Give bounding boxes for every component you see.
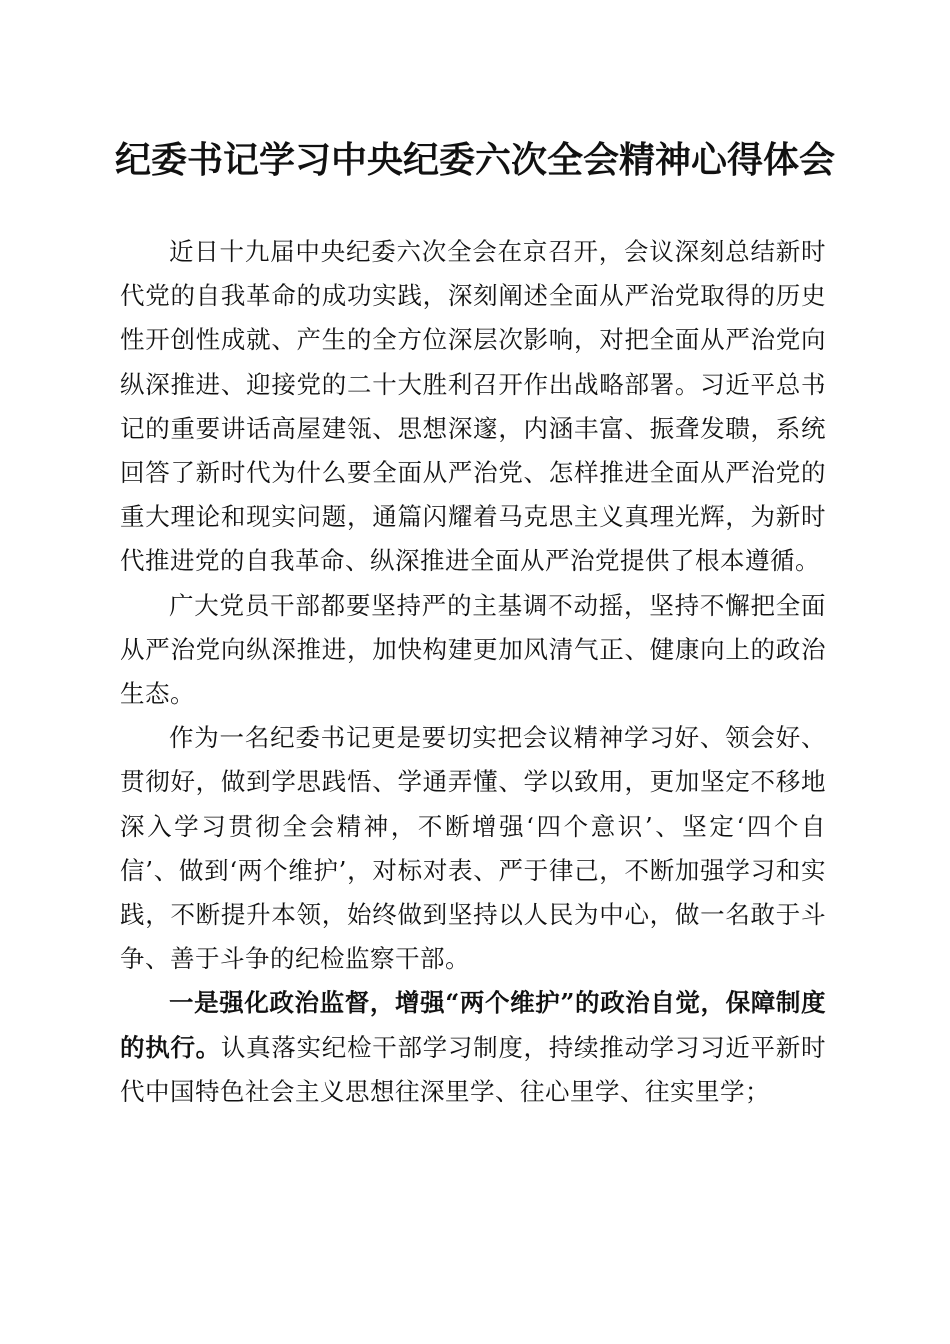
document-body	[120, 230, 826, 1114]
document-title: 纪委书记学习中央纪委六次全会精神心得体会	[114, 139, 835, 181]
paragraph-2	[120, 584, 826, 717]
paragraph-text: 广大党员干部都要坚持严的主基调不动摇，坚持不懈把全面从严治党向纵深推进，加快构建更加风清气正、健康向上的政治生态。	[120, 590, 826, 709]
paragraph-4	[120, 981, 826, 1114]
paragraph-3	[120, 716, 826, 981]
paragraph-text: 认真落实纪检干部学习制度，持续推动学习习近平新时代中国特色社会主义思想往深里学、往心里学、往实里学；	[120, 1032, 826, 1106]
paragraph-1	[120, 230, 826, 584]
paragraph-text: 作为一名纪委书记更是要切实把会议精神学习好、领会好、贯彻好，做到学思践悟、学通弄懂、学以致用，更加坚定不移地深入学习贯彻全会精神，不断增强‘四个意识’、坚定‘四个自信’、做到‘两个维护’，对标对表、严于律己，不断加强学习和实践，不断提升本领，始终做到坚持以人民为中心，做一名敢于斗争、善于斗争的纪检监察干部。	[120, 723, 826, 974]
paragraph-text: 近日十九届中央纪委六次全会在京召开，会议深刻总结新时代党的自我革命的成功实践，深刻阐述全面从严治党取得的历史性开创性成就、产生的全方位深层次影响，对把全面从严治党向纵深推进、迎接党的二十大胜利召开作出战略部署。习近平总书记的重要讲话高屋建瓴、思想深邃，内涵丰富、振聋发聩，系统回答了新时代为什么要全面从严治党、怎样推进全面从严治党的重大理论和现实问题，通篇闪耀着马克思主义真理光辉，为新时代推进党的自我革命、纵深推进全面从严治党提供了根本遵循。	[120, 237, 826, 576]
paragraph-lead-bold: 一是强化政治监督，增强“两个维护”的政治自觉，保障制度的执行。	[120, 988, 826, 1062]
